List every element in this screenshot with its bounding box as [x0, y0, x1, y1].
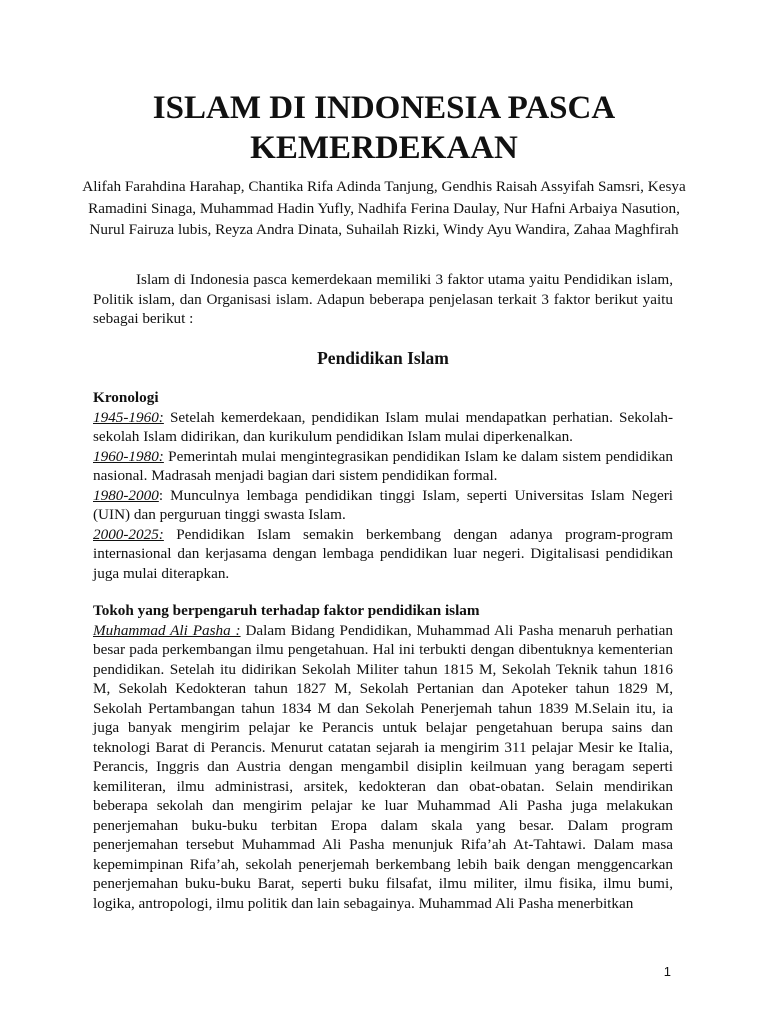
kronologi-section	[93, 388, 673, 583]
kronologi-text: Pemerintah mulai mengintegrasikan pendidikan Islam ke dalam sistem pendidikan nasional. Madrasah menjadi bagian dari sistem pendidikan formal.	[93, 447, 673, 484]
kronologi-item	[93, 447, 673, 486]
kronologi-period: 2000-2025:	[93, 525, 164, 543]
intro-text: Islam di Indonesia pasca kemerdekaan memiliki 3 faktor utama yaitu Pendidikan islam, Politik islam, dan Organisasi islam. Adapun beberapa penjelasan terkait 3 faktor berikut yaitu sebagai berikut :	[93, 271, 673, 327]
tokoh-text: Dalam Bidang Pendidikan, Muhammad Ali Pasha menaruh perhatian besar pada perkembangan ilmu pengetahuan. Hal ini terbukti dengan dibentuknya kementerian pendidikan. Setelah itu didirikan Sekolah Militer tahun 1815 M, Sekolah Teknik tahun 1816 M, Sekolah Kedokteran tahun 1827 M, Sekolah Pertanian dan Apoteker tahun 1829 M, Sekolah Pertambangan tahun 1834 M dan Sekolah Penerjemah tahun 1839 M.Selain itu, ia juga banyak mengirim pelajar ke Perancis untuk belajar pengetahuan berupa sains dan teknologi Barat di Perancis. Menurut catatan sejarah ia mengirim 311 pelajar Mesir ke Italia, Perancis, Inggris dan Austria dengan mengambil disiplin keilmuan yang beragam seperti kemiliteran, ilmu administrasi, arsitek, kedokteran dan obat-obatan. Selain mendirikan beberapa sekolah dan mengirim pelajar ke luar Muhammad Ali Pasha juga melakukan penerjemahan buku-buku terbitan Eropa dalam skala yang besar. Dalam program penerjemahan tersebut Muhammad Ali Pasha menunjuk Rifa’ah At-Tahtawi. Dalam masa kepemimpinan Rifa’ah, sekolah penerjemah berkembang lebih baik dengan menggencarkan penerjemahan buku-buku Barat, seperti buku filsafat, ilmu militer, ilmu fisika, ilmu bumi, logika, antropologi, ilmu politik dan lain sebagainya. Muhammad Ali Pasha menerbitkan	[93, 621, 673, 912]
kronologi-text: : Munculnya lembaga pendidikan tinggi Islam, seperti Universitas Islam Negeri (UIN) dan perguruan tinggi swasta Islam.	[93, 486, 673, 523]
kronologi-item	[93, 408, 673, 447]
kronologi-text: Setelah kemerdekaan, pendidikan Islam mulai mendapatkan perhatian. Sekolah-sekolah Islam didirikan, dan kurikulum pendidikan Islam mulai diperkenalkan.	[93, 408, 673, 445]
kronologi-period: 1960-1980:	[93, 447, 164, 465]
document-title	[60, 88, 708, 168]
kronologi-item	[93, 525, 673, 584]
title-line-1: ISLAM DI INDONESIA PASCA	[152, 90, 616, 126]
kronologi-text: Pendidikan Islam semakin berkembang dengan adanya program-program internasional dan kerjasama dengan lembaga pendidikan luar negeri. Digitalisasi pendidikan juga mulai diterapkan.	[93, 525, 673, 582]
tokoh-name: Muhammad Ali Pasha :	[93, 621, 241, 639]
title-line-2: KEMERDEKAAN	[250, 130, 518, 166]
tokoh-heading: Tokoh yang berpengaruh terhadap faktor pendidikan islam	[93, 602, 480, 619]
kronologi-period: 1980-2000	[93, 486, 159, 504]
section-title: Pendidikan Islam	[317, 348, 449, 368]
kronologi-heading: Kronologi	[93, 389, 159, 406]
intro-paragraph	[93, 270, 673, 329]
kronologi-period: 1945-1960:	[93, 408, 164, 426]
tokoh-section	[93, 601, 673, 913]
kronologi-item	[93, 486, 673, 525]
author-list: Alifah Farahdina Harahap, Chantika Rifa Adinda Tanjung, Gendhis Raisah Assyifah Samsri, Kesya Ramadini Sinaga, Muhammad Hadin Yufly, Nadhifa Ferina Daulay, Nur Hafni Arbaiya Nasution, Nurul Fairuza lubis, Reyza Andra Dinata, Suhailah Rizki, Windy Ayu Wandira, Zahaa Maghfirah	[82, 178, 686, 238]
tokoh-paragraph	[93, 621, 673, 914]
page-number: 1	[663, 964, 671, 979]
